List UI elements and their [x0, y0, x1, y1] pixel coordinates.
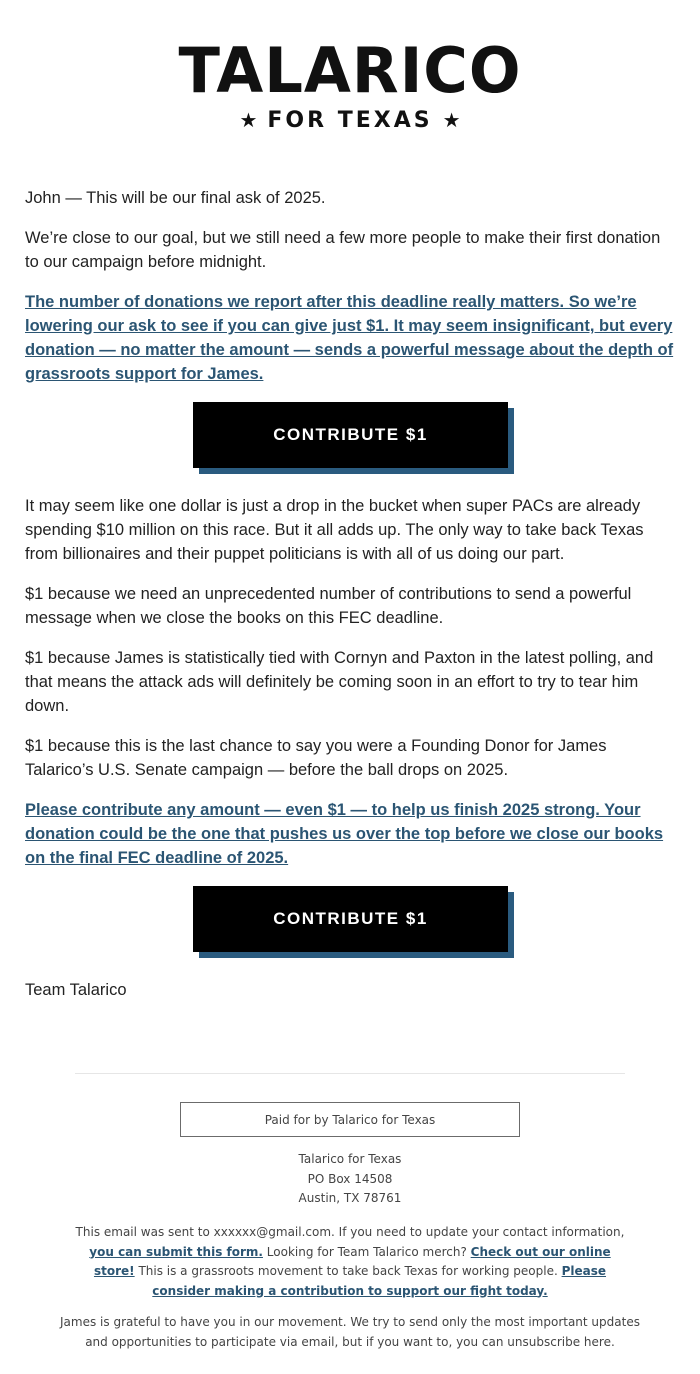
address-line-2: PO Box 14508	[307, 1171, 393, 1186]
contribute-button-1-wrap	[193, 402, 514, 474]
address-line-3: Austin, TX 78761	[298, 1191, 402, 1205]
contribute-button-2[interactable]: CONTRIBUTE $1	[193, 886, 508, 952]
final-appeal-link[interactable]: Please contribute any amount — even $1 — to help us finish 2025 strong. Your donation could be the one that pushes us over the top before we close our books on the final FEC deadline of 2025.	[25, 801, 664, 867]
notice-text-2: Looking for Team Talarico merch?	[262, 1244, 471, 1259]
contribute-button-2-wrap	[193, 886, 514, 958]
greeting: John — This will be our final ask of 2025.	[25, 189, 326, 207]
paragraph-super-pacs: It may seem like one dollar is just a drop in the bucket when super PACs are already spending $10 million on this race. But it all adds up. The only way to take back Texas from billionaires and their puppet politicians is with all of us doing our part.	[25, 497, 644, 563]
footer-divider	[75, 1073, 625, 1074]
update-contact-link[interactable]: you can submit this form.	[89, 1244, 263, 1259]
mailing-address	[0, 1150, 700, 1209]
paid-for-disclaimer: Paid for by Talarico for Texas	[180, 1102, 520, 1137]
online-store-link[interactable]: Check out our online store!	[93, 1244, 611, 1278]
campaign-logo	[0, 34, 700, 133]
contribute-button-1[interactable]: CONTRIBUTE $1	[193, 402, 508, 468]
paragraph-founding-donor: $1 because this is the last chance to say you were a Founding Donor for James Talarico’s U.S. Senate campaign — before the ball drops on 2025.	[25, 737, 607, 779]
paragraph-polling: $1 because James is statistically tied with Cornyn and Paxton in the latest polling, and that means the attack ads will definitely be coming soon in an effort to try to tear him down.	[25, 649, 654, 715]
logo-tagline	[0, 108, 700, 133]
contribution-link[interactable]: Please consider making a contribution to support our fight today.	[152, 1264, 607, 1298]
notice-text-1: This email was sent to xxxxxx@gmail.com. If you need to update your contact information,	[75, 1225, 625, 1239]
paragraph-goal: We’re close to our goal, but we still need a few more people to make their first donation to our campaign before midnight.	[25, 229, 661, 271]
paragraph-contributions: $1 because we need an unprecedented number of contributions to send a powerful message when we close the books on this FEC deadline.	[25, 585, 632, 627]
footer-closing: James is grateful to have you in our movement. We try to send only the most important updates and opportunities to participate via email, but if you want to, you can unsubscribe here.	[60, 1315, 640, 1349]
final-appeal	[25, 798, 675, 870]
donation-appeal-link[interactable]: The number of donations we report after this deadline really matters. So we’re lowering our ask to see if you can give just $1. It may seem insignificant, but every donation — no matter the amount — sends a powerful message about the depth of grassroots support for James.	[25, 293, 674, 383]
notice-text-3: This is a grassroots movement to take back Texas for working people.	[134, 1264, 562, 1278]
signoff: Team Talarico	[25, 981, 127, 999]
logo-tagline-text: FOR TEXAS	[267, 108, 433, 133]
address-line-1: Talarico for Texas	[298, 1152, 402, 1166]
footer-notice	[70, 1223, 630, 1301]
star-icon: ★	[239, 108, 258, 132]
logo-wordmark: TALARICO	[178, 34, 522, 107]
email-body	[25, 186, 675, 1018]
star-icon: ★	[442, 108, 461, 132]
donation-appeal	[25, 290, 675, 386]
